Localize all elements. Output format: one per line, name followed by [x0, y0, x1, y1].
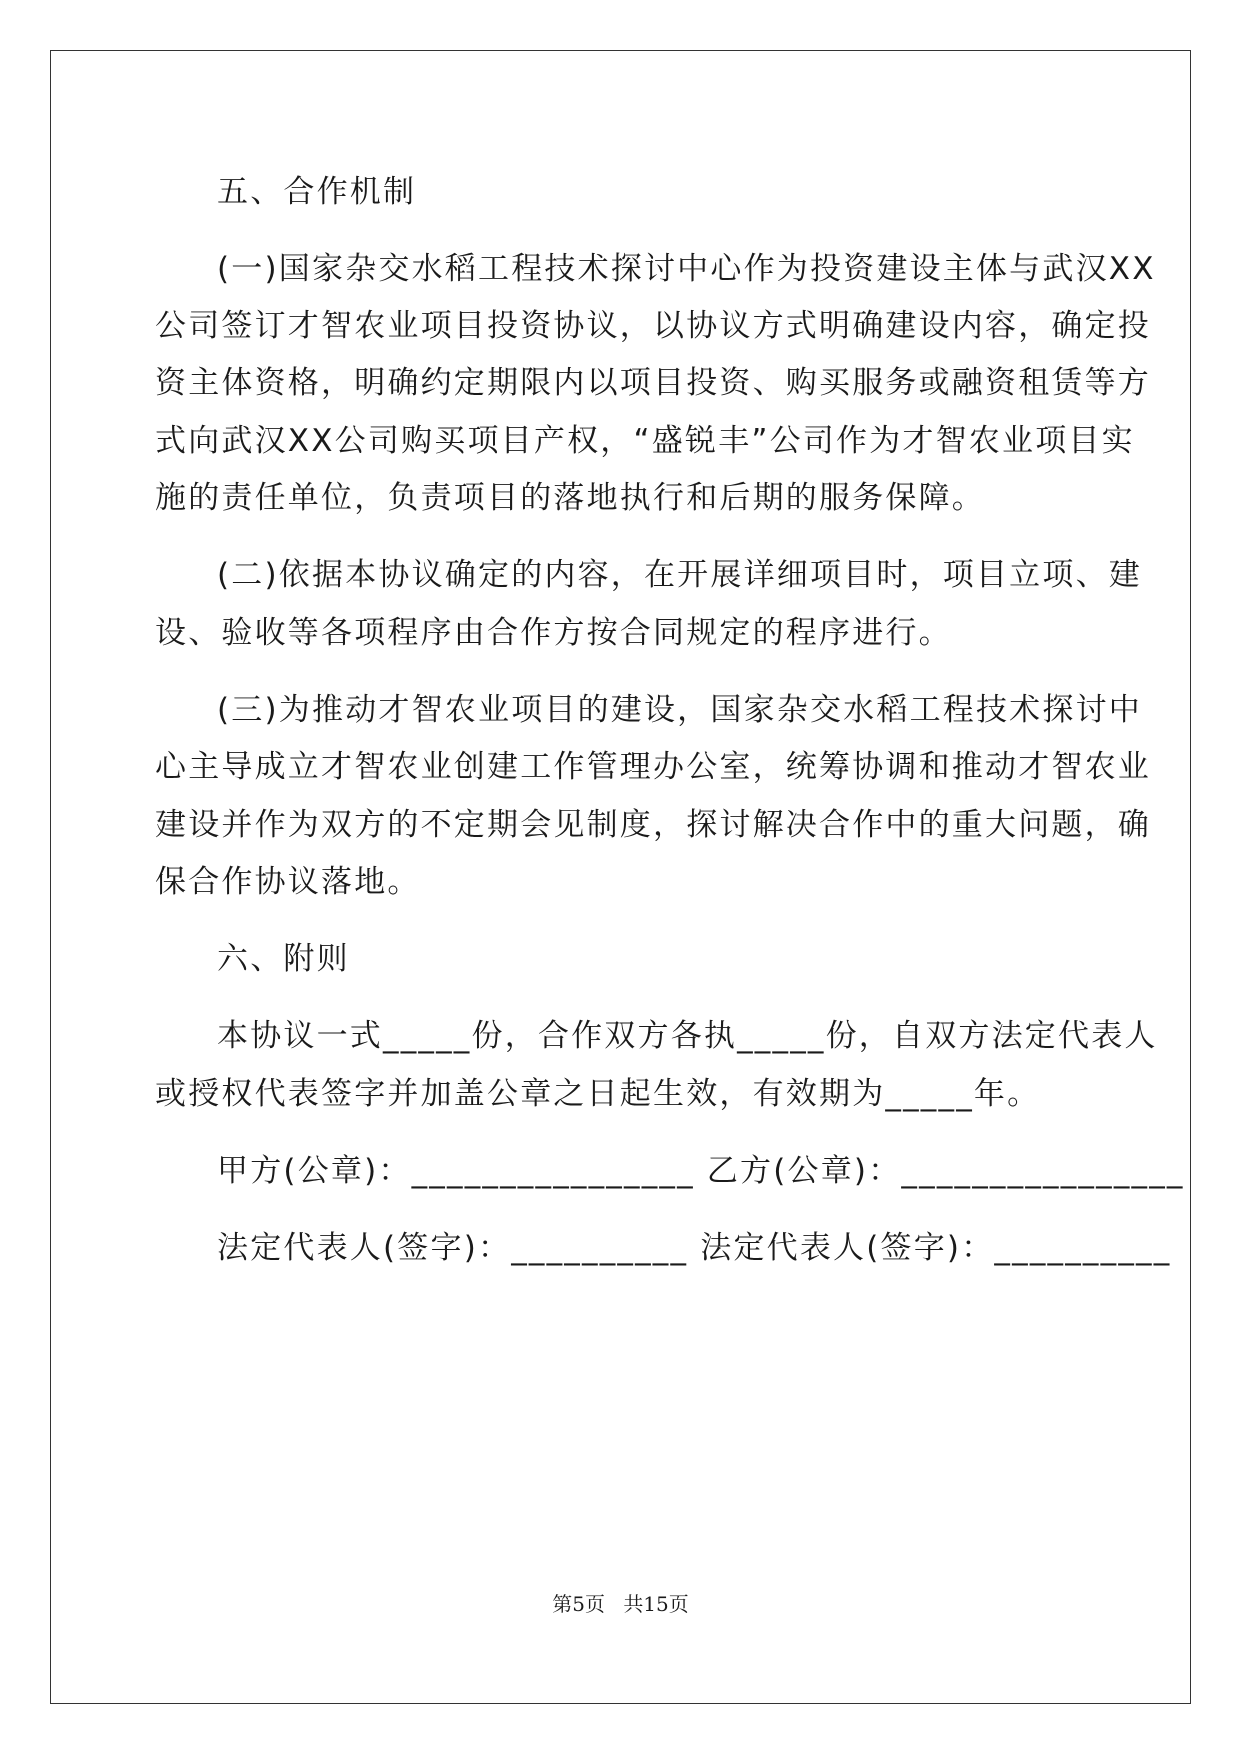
- paragraph-line: (一)国家杂交水稻工程技术探讨中心作为投资建设主体与武汉XX: [217, 251, 1156, 287]
- page-number: 第5页: [552, 1592, 605, 1616]
- page-footer: [0, 1592, 1241, 1616]
- page-total: 共15页: [623, 1592, 689, 1616]
- section-heading-appendix: 六、附则: [217, 941, 350, 977]
- signature-line-representative: 法定代表人(签字)：__________ 法定代表人(签字)：__________: [217, 1230, 1172, 1266]
- paragraph-line: 设、验收等各项程序由合作方按合同规定的程序进行。: [155, 615, 952, 651]
- paragraph-line: (二)依据本协议确定的内容，在开展详细项目时，项目立项、建: [217, 557, 1142, 593]
- section-heading-cooperation: 五、合作机制: [217, 174, 417, 210]
- paragraph-line: 保合作协议落地。: [155, 864, 421, 900]
- paragraph-line: 公司签订才智农业项目投资协议，以协议方式明确建设内容，确定投: [155, 308, 1151, 344]
- paragraph-line: 或授权代表签字并加盖公章之日起生效，有效期为_____年。: [155, 1076, 1041, 1112]
- paragraph-line: 心主导成立才智农业创建工作管理办公室，统筹协调和推动才智农业: [155, 749, 1151, 785]
- paragraph-line: 建设并作为双方的不定期会见制度，探讨解决合作中的重大问题，确: [155, 807, 1151, 843]
- paragraph-line: 本协议一式_____份，合作双方各执_____份，自双方法定代表人: [217, 1018, 1158, 1054]
- paragraph-line: 资主体资格，明确约定期限内以项目投资、购买服务或融资租赁等方: [155, 365, 1151, 401]
- paragraph-line: 式向武汉XX公司购买项目产权，“盛锐丰”公司作为才智农业项目实: [155, 423, 1135, 459]
- signature-line-seal: 甲方(公章)：________________ 乙方(公章)：________________: [217, 1153, 1185, 1189]
- paragraph-line: 施的责任单位，负责项目的落地执行和后期的服务保障。: [155, 480, 985, 516]
- paragraph-line: (三)为推动才智农业项目的建设，国家杂交水稻工程技术探讨中: [217, 692, 1142, 728]
